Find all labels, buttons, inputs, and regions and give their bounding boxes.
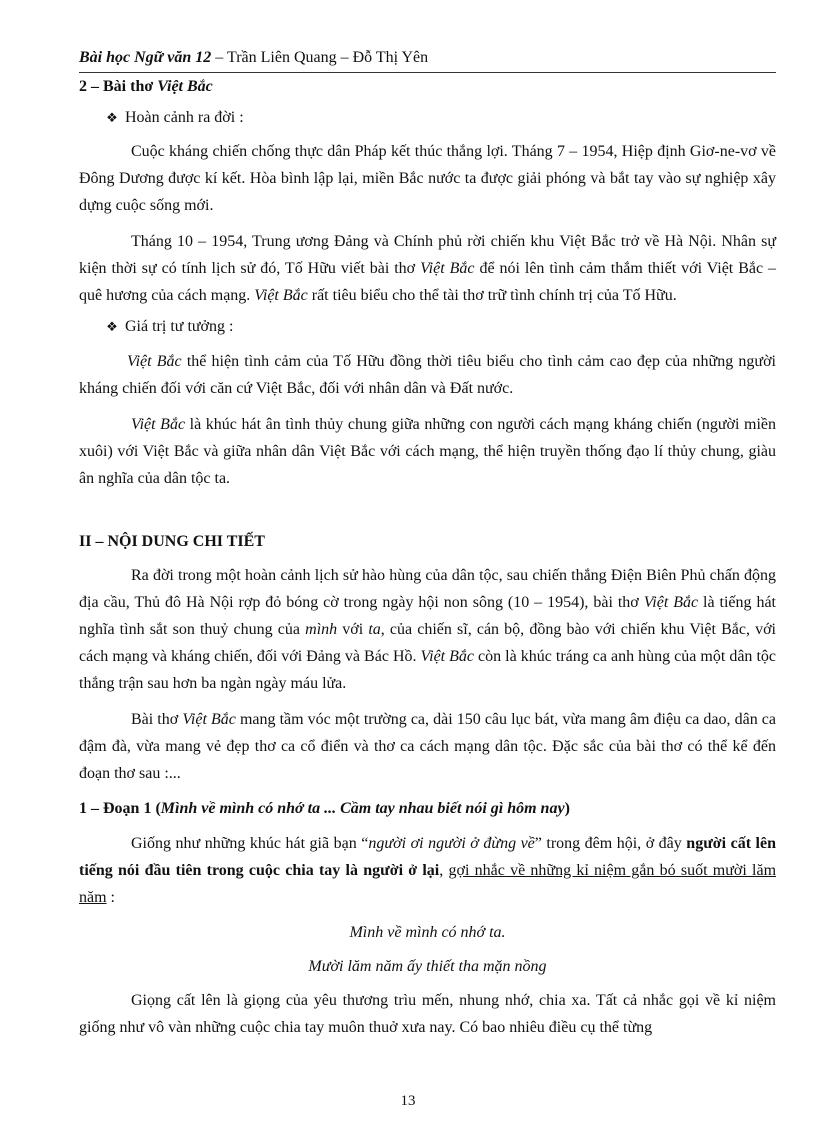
- paragraph-6: Bài thơ Việt Bắc mang tầm vóc một trường ca, dài 150 câu lục bát, vừa mang âm điệu ca dao, dân ca đậm đà, vừa mang vẻ đẹp thơ ca cổ điển và thơ ca cách mạng dân tộc. Đặc sắc của bài thơ có thể kể đến đoạn thơ sau :...: [79, 711, 777, 782]
- page-header: [79, 44, 776, 73]
- diamond-dots-icon: ❖: [106, 319, 118, 334]
- section-ii-heading: II – NỘI DUNG CHI TIẾT: [79, 533, 265, 550]
- bullet-circumstances: [79, 104, 776, 131]
- paragraph-7: Giống như những khúc hát giã bạn “người ơi người ở đừng về” trong đêm hội, ở đây người cất lên tiếng nói đầu tiên trong cuộc chia tay là người ở lại, gợi nhắc về những kỉ niệm gắn bó suốt mười lăm năm :: [79, 835, 777, 906]
- section-2-title: Việt Bắc: [157, 78, 213, 95]
- paragraph-1: Cuộc kháng chiến chống thực dân Pháp kết thúc thắng lợi. Tháng 7 – 1954, Hiệp định Giơ-ne-vơ về Đông Dương được kí kết. Hòa bình lập lại, miền Bắc nước ta được giải phóng và bắt tay vào sự nghiệp xây dựng cuộc sống mới.: [79, 143, 776, 214]
- verse-line-1: Mình về mình có nhớ ta.: [349, 924, 506, 941]
- document-page: [79, 44, 776, 1041]
- bullet-ideology: [79, 313, 776, 340]
- header-book: Bài học Ngữ văn 12: [79, 49, 212, 66]
- bullet-circumstances-label: Hoàn cảnh ra đời :: [125, 109, 244, 126]
- bullet-ideology-label: Giá trị tư tưởng :: [125, 318, 234, 335]
- paragraph-8: Giọng cất lên là giọng của yêu thương trìu mến, nhung nhớ, chia xa. Tất cả nhắc gọi về kỉ niệm giống như vô vàn những cuộc chia tay muôn thuở xưa nay. Có bao nhiêu điều cụ thể từng: [79, 992, 776, 1036]
- paragraph-4: Việt Bắc là khúc hát ân tình thủy chung giữa những con người cách mạng kháng chiến (người miền xuôi) với Việt Bắc và giữa nhân dân Việt Bắc với cách mạng, thể hiện truyền thống đạo lí thủy chung, giàu ân nghĩa của dân tộc ta.: [79, 416, 777, 487]
- doan-1-heading: 1 – Đoạn 1 (Mình về mình có nhớ ta ... Cầm tay nhau biết nói gì hôm nay): [79, 800, 570, 817]
- verse-line-2: Mười lăm năm ấy thiết tha mặn nồng: [308, 958, 547, 975]
- section-2-heading: [79, 73, 776, 100]
- paragraph-2: Tháng 10 – 1954, Trung ương Đảng và Chính phủ rời chiến khu Việt Bắc trở về Hà Nội. Nhân sự kiện thời sự có tính lịch sử đó, Tố Hữu viết bài thơ Việt Bắc để nói lên tình cảm thắm thiết với Việt Bắc – quê hương của cách mạng. Việt Bắc rất tiêu biểu cho thể tài thơ trữ tình chính trị của Tố Hữu.: [79, 233, 777, 304]
- paragraph-5: Ra đời trong một hoàn cảnh lịch sử hào hùng của dân tộc, sau chiến thắng Điện Biên Phủ chấn động địa cầu, Thủ đô Hà Nội rợp đỏ bóng cờ trong ngày hội non sông (10 – 1954), bài thơ Việt Bắc là tiếng hát nghĩa tình sắt son thuỷ chung của mình với ta, của chiến sĩ, cán bộ, đồng bào với chiến khu Việt Bắc, với cách mạng và kháng chiến, đối với Đảng và Bác Hồ. Việt Bắc còn là khúc tráng ca anh hùng của một dân tộc thắng trận sau hơn ba ngàn ngày máu lửa.: [79, 567, 777, 692]
- page-number: 13: [400, 1093, 416, 1109]
- diamond-dots-icon: ❖: [106, 110, 118, 125]
- section-2-prefix: 2 – Bài thơ: [79, 78, 158, 95]
- paragraph-3: Việt Bắc thể hiện tình cảm của Tố Hữu đồng thời tiêu biểu cho tình cảm cao đẹp của những người kháng chiến đối với căn cứ Việt Bắc, đối với nhân dân và Đất nước.: [79, 353, 776, 397]
- header-authors: – Trần Liên Quang – Đỗ Thị Yên: [211, 49, 429, 66]
